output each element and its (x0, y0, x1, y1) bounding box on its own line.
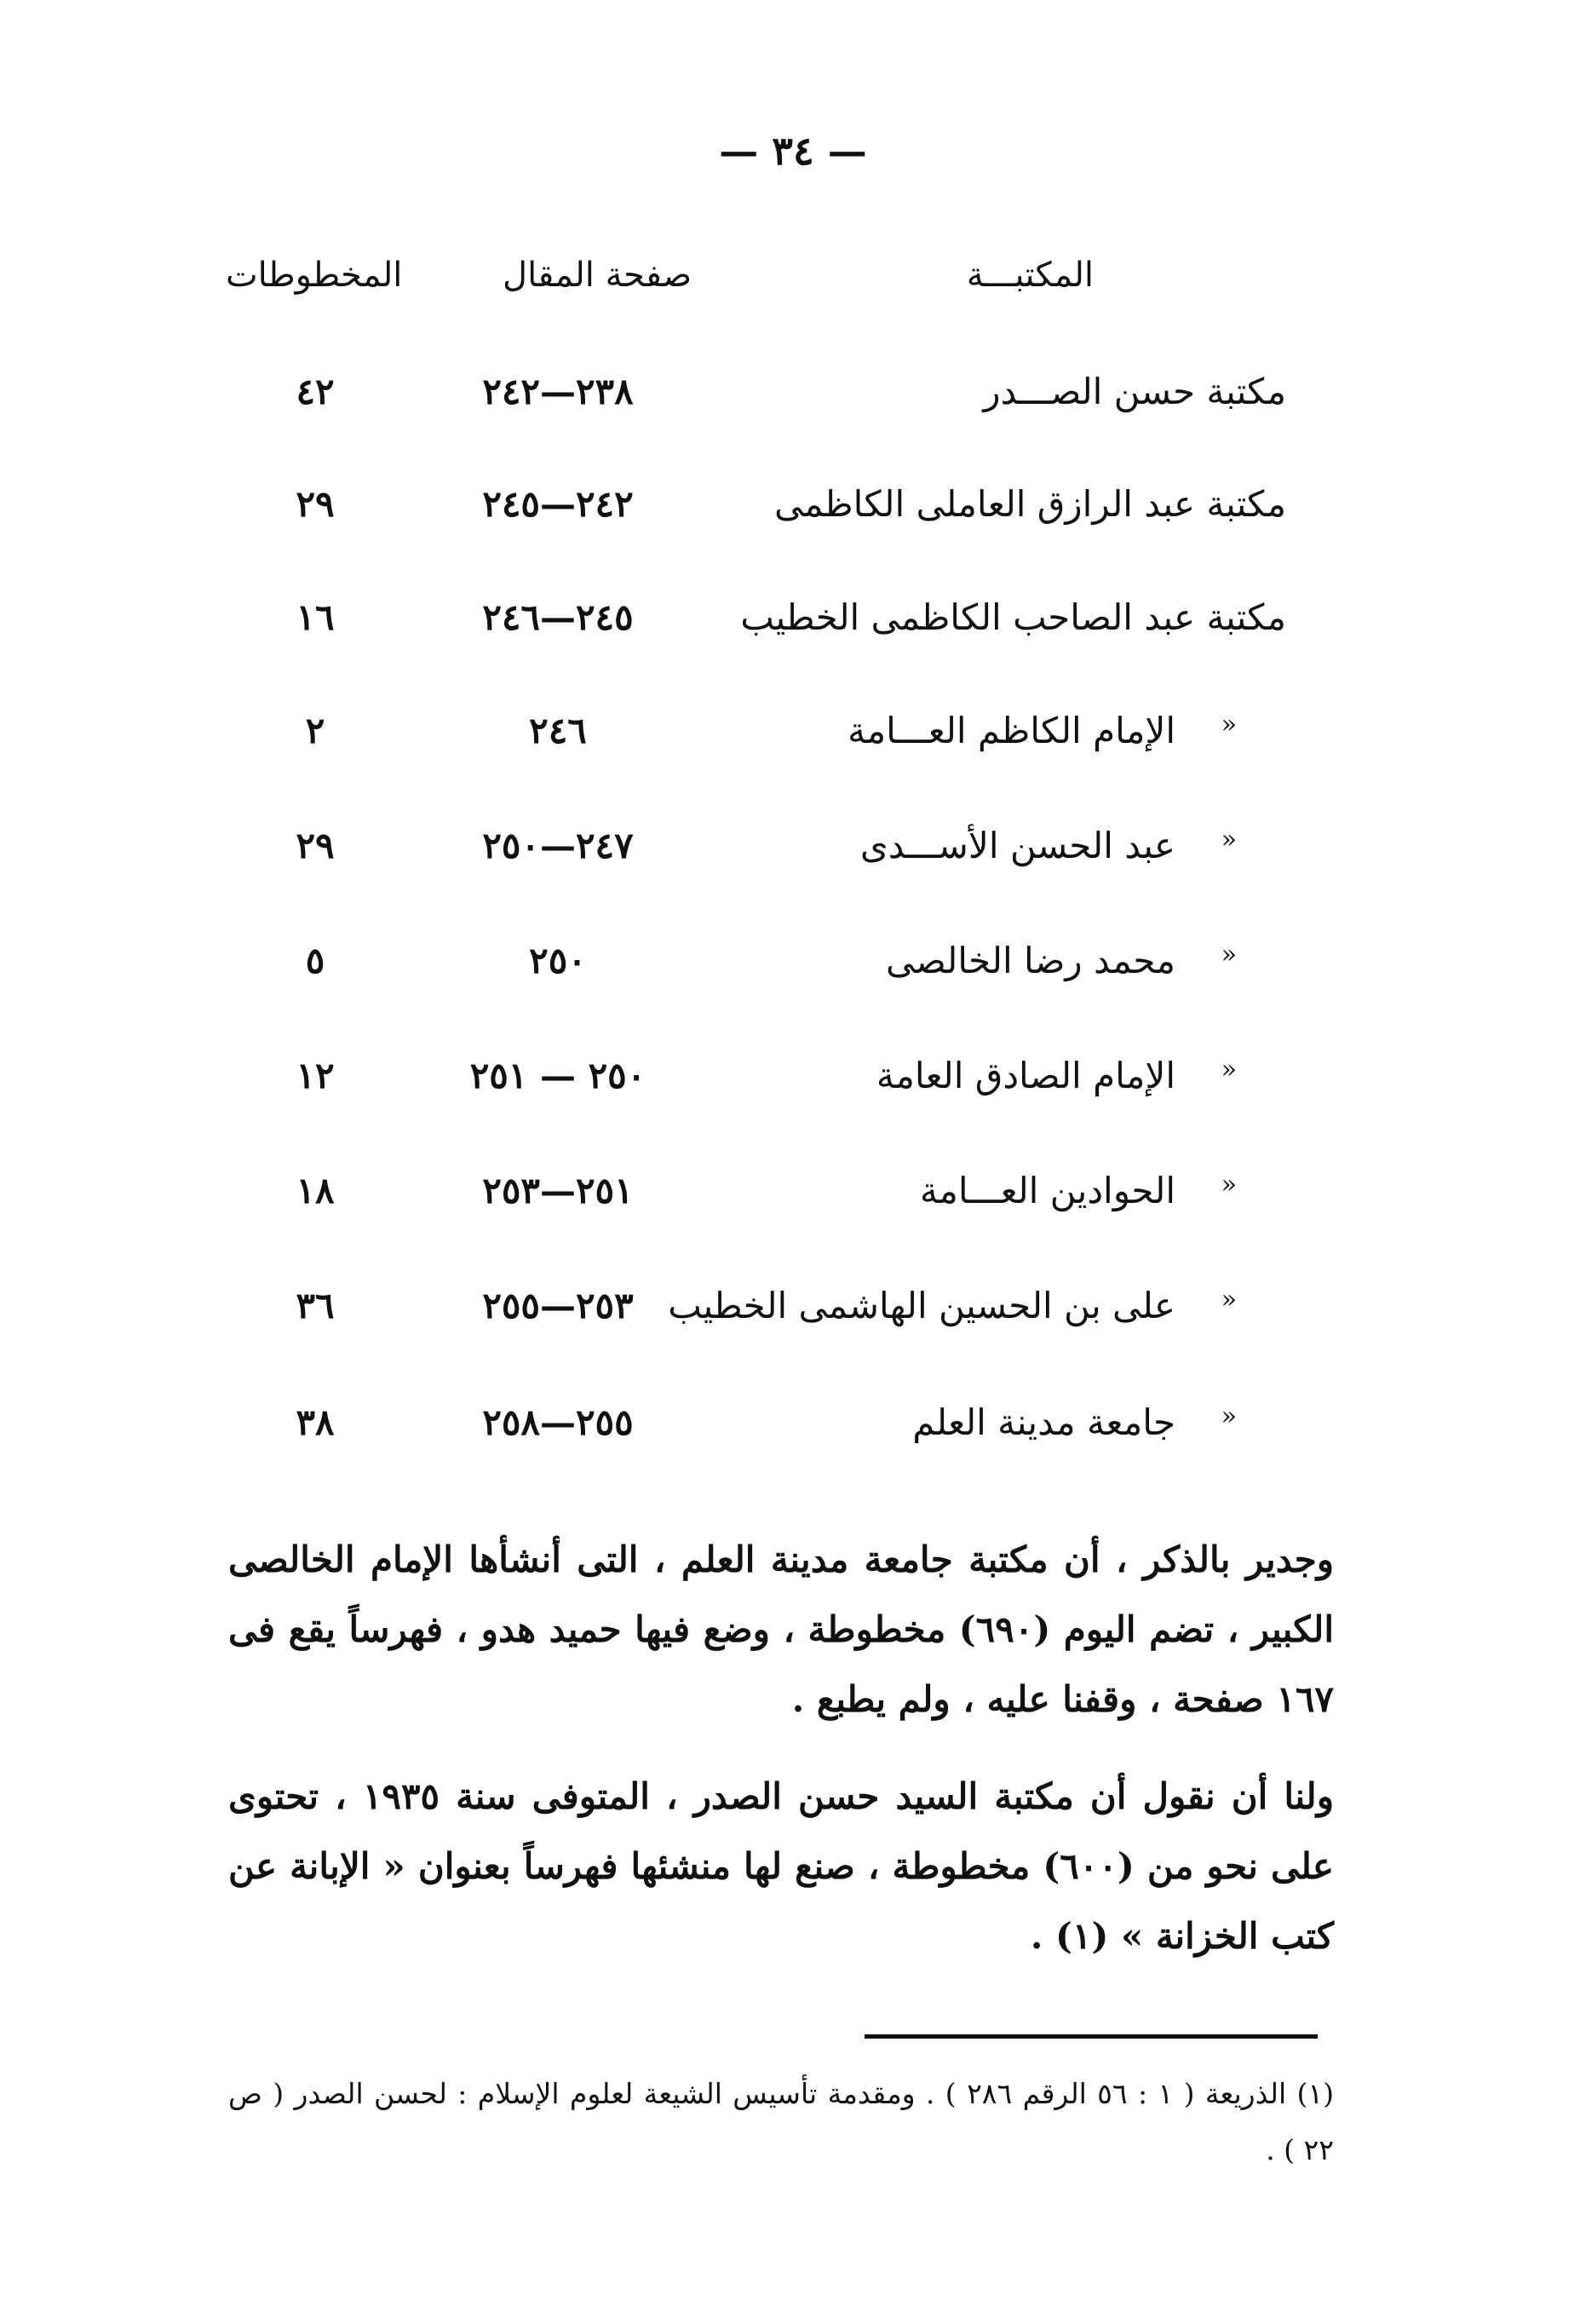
library-name: مكتبة حسن الصـــدر (983, 371, 1286, 412)
header-pages: صفحة المقال (503, 256, 692, 295)
footnote-rule (865, 2034, 1318, 2039)
table-row (0, 710, 1586, 769)
manuscript-count: ٤٢ (296, 371, 335, 412)
paragraph-2: ولنا أن نقول أن مكتبة السيد حسن الصدر ، المتوفى سنة ١٩٣٥ ، تحتوى على نحو من (٦٠٠) مخطوطة ، صنع لها منشئها فهرساً بعنوان « الإبانة عن كتب الخزانة » (١) . (228, 1775, 1334, 1957)
library-name: عبد الحسن الأســـدى (859, 825, 1175, 866)
page-number: — ٣٤ — (719, 128, 867, 174)
page-range: ٢٥٠ — ٢٥١ (469, 1055, 646, 1096)
footnote: (١) الذريعة ( ١ : ٥٦ الرقم ٢٨٦ ) . ومقدمة تأسيس الشيعة لعلوم الإسلام : لحسن الصدر ( ص ٢٢ ) . (228, 2077, 1334, 2166)
library-name: على بن الحسين الهاشمى الخطيب (668, 1285, 1175, 1326)
page-range: ٢٥٣—٢٥٥ (482, 1285, 634, 1326)
page-range: ٢٤٦ (529, 710, 587, 751)
library-name: الإمام الصادق العامة (876, 1055, 1175, 1096)
table-row (0, 1401, 1586, 1461)
ditto-mark: « (1221, 1055, 1237, 1084)
table-row (0, 940, 1586, 999)
library-name: الإمام الكاظم العـــامة (848, 710, 1175, 751)
manuscript-count: ٢ (305, 710, 325, 751)
ditto-mark: « (1221, 710, 1237, 739)
ditto-mark: « (1221, 825, 1237, 854)
ditto-mark: « (1221, 1285, 1237, 1314)
manuscript-count: ١٦ (296, 596, 335, 638)
manuscript-count: ١٨ (296, 1170, 335, 1211)
page-range: ٢٤٢—٢٤٥ (482, 483, 634, 525)
ditto-mark: « (1221, 940, 1237, 969)
manuscript-count: ٢٩ (296, 825, 335, 866)
table-row (0, 1285, 1586, 1344)
table-row (0, 483, 1586, 543)
manuscript-count: ٣٨ (296, 1401, 335, 1443)
page-range: ٢٥١—٢٥٣ (482, 1170, 634, 1211)
table-row (0, 596, 1586, 656)
table-row (0, 825, 1586, 884)
page-range: ٢٥٥—٢٥٨ (482, 1401, 634, 1443)
manuscript-count: ٥ (305, 940, 325, 981)
manuscript-count: ١٢ (296, 1055, 335, 1096)
library-name: جامعة مدينة العلم (912, 1401, 1175, 1443)
manuscript-count: ٢٩ (296, 483, 335, 525)
manuscript-count: ٣٦ (296, 1285, 335, 1326)
page-range: ٢٤٥—٢٤٦ (482, 596, 634, 638)
library-name: مكتبة عبد الرازق العاملى الكاظمى (773, 483, 1286, 525)
page-range: ٢٥٠ (529, 940, 587, 981)
page-range: ٢٤٧—٢٥٠ (482, 825, 634, 866)
ditto-mark: « (1221, 1170, 1237, 1199)
header-manuscripts: المخطوطات (226, 256, 403, 295)
table-row (0, 371, 1586, 430)
page-range: ٢٣٨—٢٤٢ (482, 371, 634, 412)
paragraph-1: وجدير بالذكر ، أن مكتبة جامعة مدينة العلم ، التى أنشأها الإمام الخالصى الكبير ، تضم اليوم (٦٩٠) مخطوطة ، وضع فيها حميد هدو ، فهرساً يقع فى ١٦٧ صفحة ، وقفنا عليه ، ولم يطبع . (228, 1539, 1334, 1720)
library-name: مكتبة عبد الصاحب الكاظمى الخطيب (740, 596, 1286, 638)
header-library: المكتبـــة (966, 256, 1094, 295)
ditto-mark: « (1221, 1401, 1237, 1431)
table-row (0, 1055, 1586, 1114)
library-name: محمد رضا الخالصى (886, 940, 1175, 981)
table-row (0, 1170, 1586, 1229)
library-name: الحوادين العـــامة (919, 1170, 1175, 1211)
